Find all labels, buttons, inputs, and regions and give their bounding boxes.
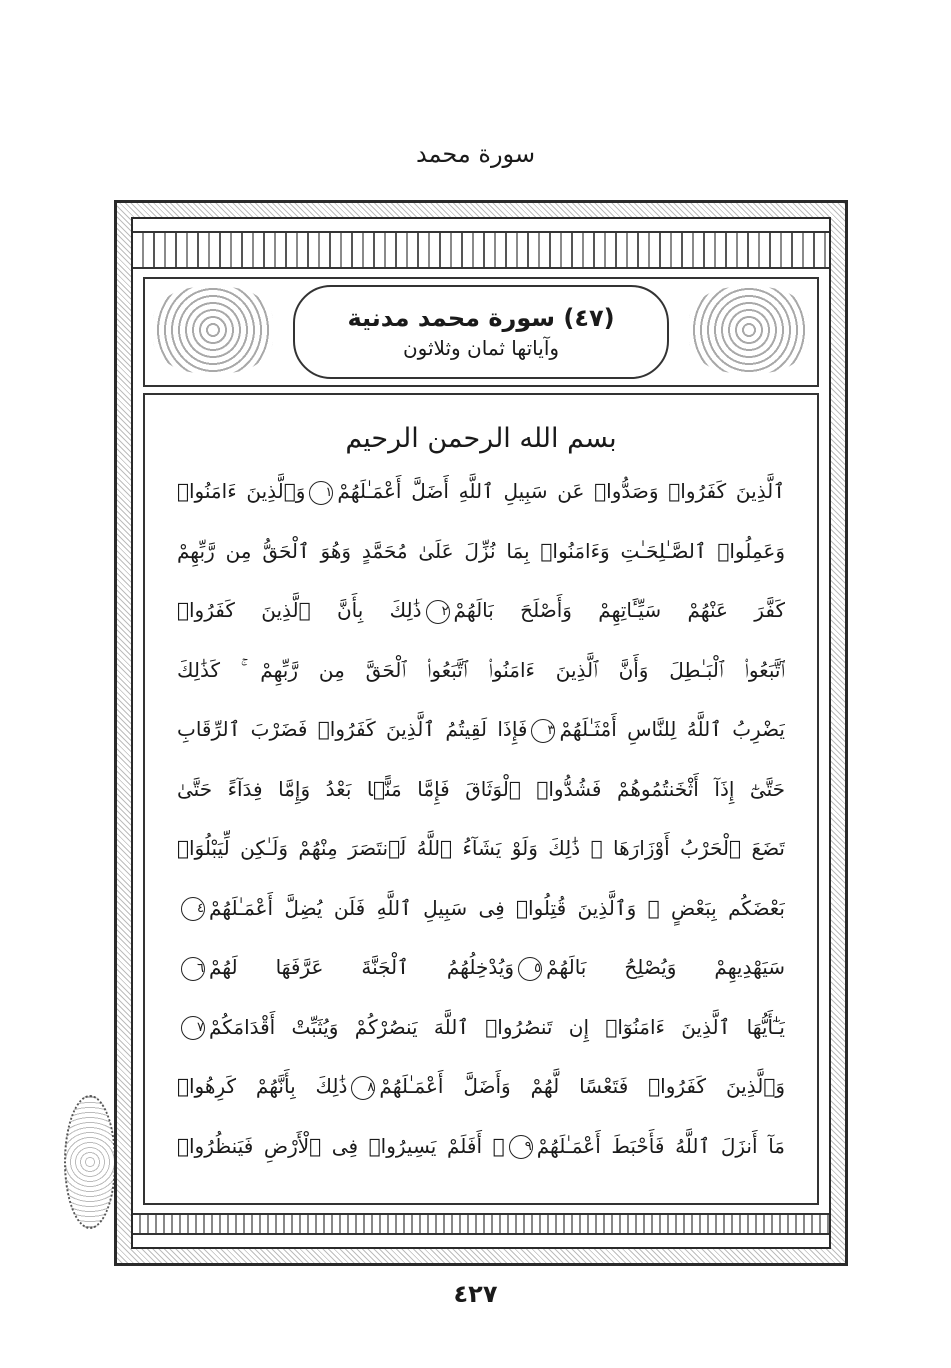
verse-line (177, 586, 785, 634)
ayah-number-marker: ٥ (518, 957, 542, 981)
verse-text: ٱلَّذِينَ كَفَرُوا۟ وَصَدُّوا۟ عَن سَبِيلِ ٱللَّهِ أَضَلَّ أَعْمَـٰلَهُمْ (337, 479, 785, 503)
verse-line (177, 1003, 785, 1051)
verse-line (177, 824, 785, 872)
ayah-number-marker: ٣ (531, 719, 555, 743)
ayah-number-marker: ٩ (509, 1135, 533, 1159)
surah-title: (٤٧) سورة محمد مدنية (347, 304, 615, 333)
ayah-number-marker: ٦ (181, 957, 205, 981)
verse-text: كَفَّرَ عَنْهُمْ سَيِّـَٔاتِهِمْ وَأَصْلَحَ بَالَهُمْ (453, 598, 785, 622)
verse-text: ٱتَّبَعُوا۟ ٱلْبَـٰطِلَ وَأَنَّ ٱلَّذِينَ ءَامَنُوا۟ ٱتَّبَعُوا۟ ٱلْحَقَّ مِن رَّبِّهِمْ ۚ كَذَٰلِكَ (177, 657, 785, 682)
page-frame (114, 200, 848, 1266)
verse-text: فَإِذَا لَقِيتُمُ ٱلَّذِينَ كَفَرُوا۟ فَضَرْبَ ٱلرِّقَابِ (177, 717, 528, 741)
verse-text: سَيَهْدِيهِمْ وَيُصْلِحُ بَالَهُمْ (546, 955, 785, 979)
verse-line (177, 1122, 785, 1170)
verse-text: ۞ أَفَلَمْ يَسِيرُوا۟ فِى ٱلْأَرْضِ فَيَنظُرُوا۟ (177, 1133, 505, 1158)
verse-text: وَعَمِلُوا۟ ٱلصَّـٰلِحَـٰتِ وَءَامَنُوا۟ بِمَا نُزِّلَ عَلَىٰ مُحَمَّدٍ وَهُوَ ٱلْحَقُّ مِن رَّبِّهِمْ (177, 538, 785, 563)
verse-text: يَضْرِبُ ٱللَّهُ لِلنَّاسِ أَمْثَـٰلَهُمْ (559, 717, 785, 741)
page-number: ٤٢٧ (453, 1280, 498, 1308)
margin-stamp-ornament (64, 1095, 116, 1229)
verse-line (177, 527, 785, 575)
verse-text: وَٱلَّذِينَ ءَامَنُوا۟ (177, 479, 306, 503)
verse-text: تَضَعَ ٱلْحَرْبُ أَوْزَارَهَا ۚ ذَٰلِكَ وَلَوْ يَشَآءُ ٱللَّهُ لَٱنتَصَرَ مِنْهُمْ وَلَـٰكِن لِّيَبْلُوَا۟ (177, 836, 785, 860)
verse-line (177, 467, 785, 515)
ayah-number-marker: ١ (309, 481, 333, 505)
surah-verse-count: وآياتها ثمان وثلاثون (402, 335, 560, 360)
top-ornamental-band (133, 231, 829, 269)
bottom-ornamental-band (133, 1213, 829, 1235)
verse-line (177, 943, 785, 991)
verse-text: ذَٰلِكَ بِأَنَّ ٱلَّذِينَ كَفَرُوا۟ (177, 598, 422, 622)
verse-text-area (143, 393, 819, 1205)
verse-text: يَـٰٓأَيُّهَا ٱلَّذِينَ ءَامَنُوٓا۟ إِن تَنصُرُوا۟ ٱللَّهَ يَنصُرْكُمْ وَيُثَبِّتْ أَقْدَامَكُمْ (209, 1014, 785, 1039)
surah-header-panel (143, 277, 819, 387)
ayah-number-marker: ٢ (426, 600, 450, 624)
verse-text: حَتَّىٰٓ إِذَآ أَثْخَنتُمُوهُمْ فَشُدُّوا۟ ٱلْوَثَاقَ فَإِمَّا مَنًّۢا بَعْدُ وَإِمَّا فِدَآءً حَتَّىٰ (177, 776, 785, 801)
page-frame-inner (131, 217, 831, 1249)
verse-text: وَيُدْخِلُهُمُ ٱلْجَنَّةَ عَرَّفَهَا لَهُمْ (209, 955, 515, 979)
ayah-number-marker: ٨ (351, 1076, 375, 1100)
surah-cartouche (293, 285, 669, 379)
verse-line (177, 705, 785, 753)
verse-line (177, 646, 785, 694)
verse-text: ذَٰلِكَ بِأَنَّهُمْ كَرِهُوا۟ (177, 1074, 348, 1098)
verse-text: مَآ أَنزَلَ ٱللَّهُ فَأَحْبَطَ أَعْمَـٰلَهُمْ (536, 1133, 785, 1158)
left-ornament-icon (153, 287, 273, 373)
verse-line (177, 1062, 785, 1110)
ayah-number-marker: ٤ (181, 897, 205, 921)
verse-line (177, 765, 785, 813)
basmala: بسم الله الرحمن الرحيم (345, 423, 617, 454)
verse-line (177, 884, 785, 932)
verse-text: وَٱلَّذِينَ كَفَرُوا۟ فَتَعْسًا لَّهُمْ وَأَضَلَّ أَعْمَـٰلَهُمْ (379, 1074, 785, 1098)
right-ornament-icon (689, 287, 809, 373)
verse-text: بَعْضَكُم بِبَعْضٍ ۗ وَٱلَّذِينَ قُتِلُوا۟ فِى سَبِيلِ ٱللَّهِ فَلَن يُضِلَّ أَعْمَـٰلَهُمْ (209, 895, 785, 920)
running-head: سورة محمد (415, 140, 536, 168)
ayah-number-marker: ٧ (181, 1016, 205, 1040)
